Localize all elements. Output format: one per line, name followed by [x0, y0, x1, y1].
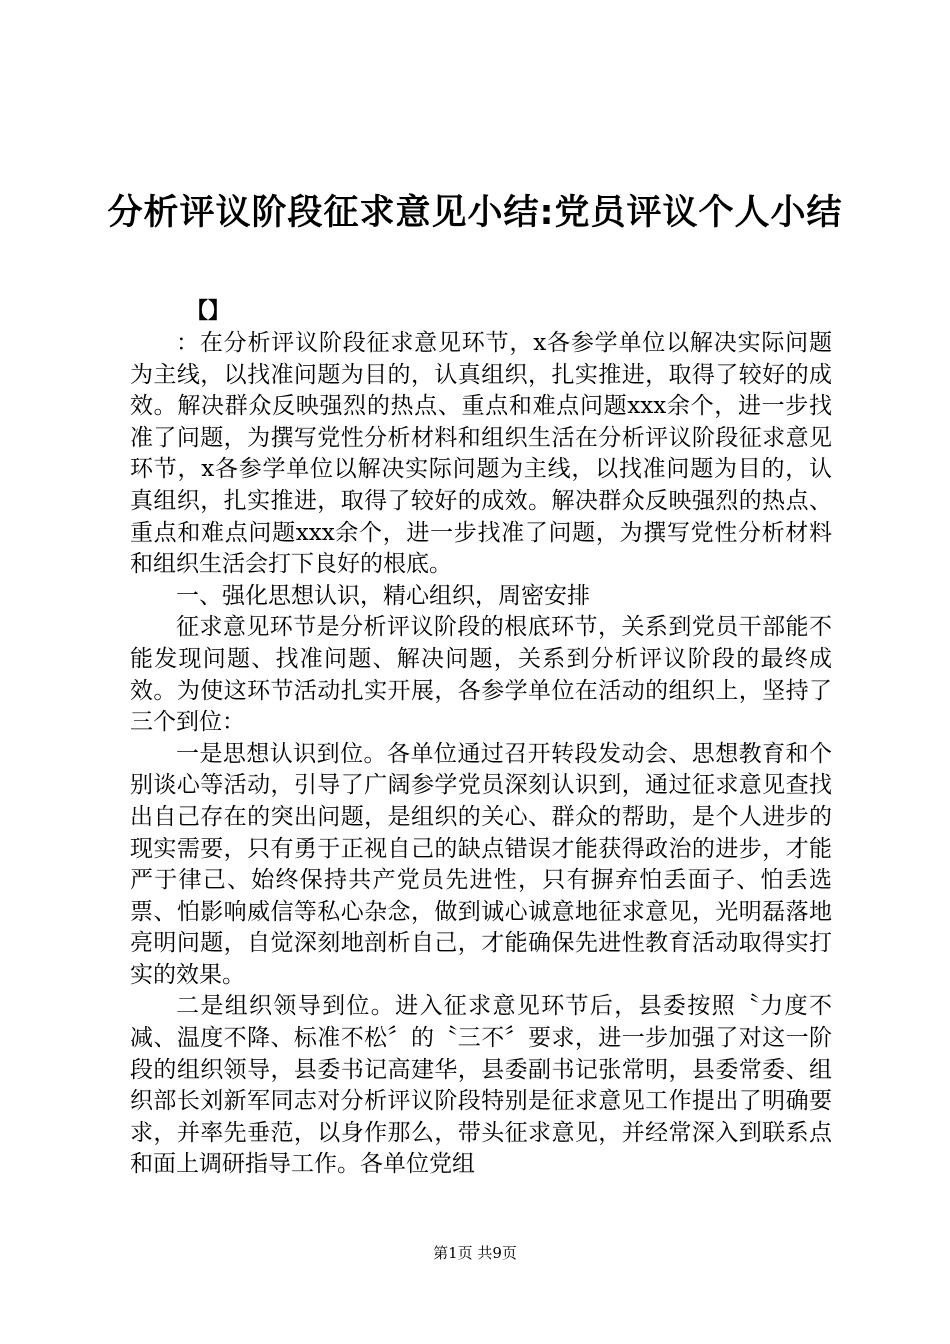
document-title: 分析评议阶段征求意见小结:党员评议个人小结	[107, 193, 843, 233]
section-heading: 一、强化思想认识，精心组织，周密安排	[176, 582, 590, 609]
body-paragraph: 一是思想认识到位。各单位通过召开转段发动会、思想教育和个别谈心等活动，引导了广阔参学党员深刻认识到，通过征求意见查找出自己存在的突出问题，是组织的关心、群众的帮助，是个人进步的现实需要，只有勇于正视自己的缺点错误才能获得政治的进步，才能严于律己、始终保持共产党员先进性，只有摒弃怕丢面子、怕丢选票、怕影响威信等私心杂念，做到诚心诚意地征求意见，光明磊落地亮明问题，自觉深刻地剖析自己，才能确保先进性教育活动取得实打实的效果。	[130, 740, 832, 988]
document-body	[130, 328, 832, 1181]
page-footer: 第1页 共9页	[433, 1244, 517, 1262]
body-paragraph: 征求意见环节是分析评议阶段的根底环节，关系到党员干部能不能发现问题、找准问题、解决问题，关系到分析评议阶段的最终成效。为使这环节活动扎实开展，各参学单位在活动的组织上，坚持了三个到位：	[130, 614, 832, 736]
bracket-marker: 【】	[186, 299, 231, 324]
body-paragraph: ：在分析评议阶段征求意见环节，x各参学单位以解决实际问题为主线，以找准问题为目的，认真组织，扎实推进，取得了较好的成效。解决群众反映强烈的热点、重点和难点问题xxx余个，进一步找准了问题，为撰写党性分析材料和组织生活在分析评议阶段征求意见环节，x各参学单位以解决实际问题为主线，以找准问题为目的，认真组织，扎实推进，取得了较好的成效。解决群众反映强烈的热点、重点和难点问题xxx余个，进一步找准了问题，为撰写党性分析材料和组织生活会打下良好的根底。	[130, 330, 832, 578]
body-paragraph: 二是组织领导到位。进入征求意见环节后，县委按照〝力度不减、温度不降、标准不松〞的〝三不〞要求，进一步加强了对这一阶段的组织领导，县委书记高建华，县委副书记张常明，县委常委、组织部长刘新军同志对分析评议阶段特别是征求意见工作提出了明确要求，并率先垂范，以身作那么，带头征求意见，并经常深入到联系点和面上调研指导工作。各单位党组	[130, 993, 832, 1178]
